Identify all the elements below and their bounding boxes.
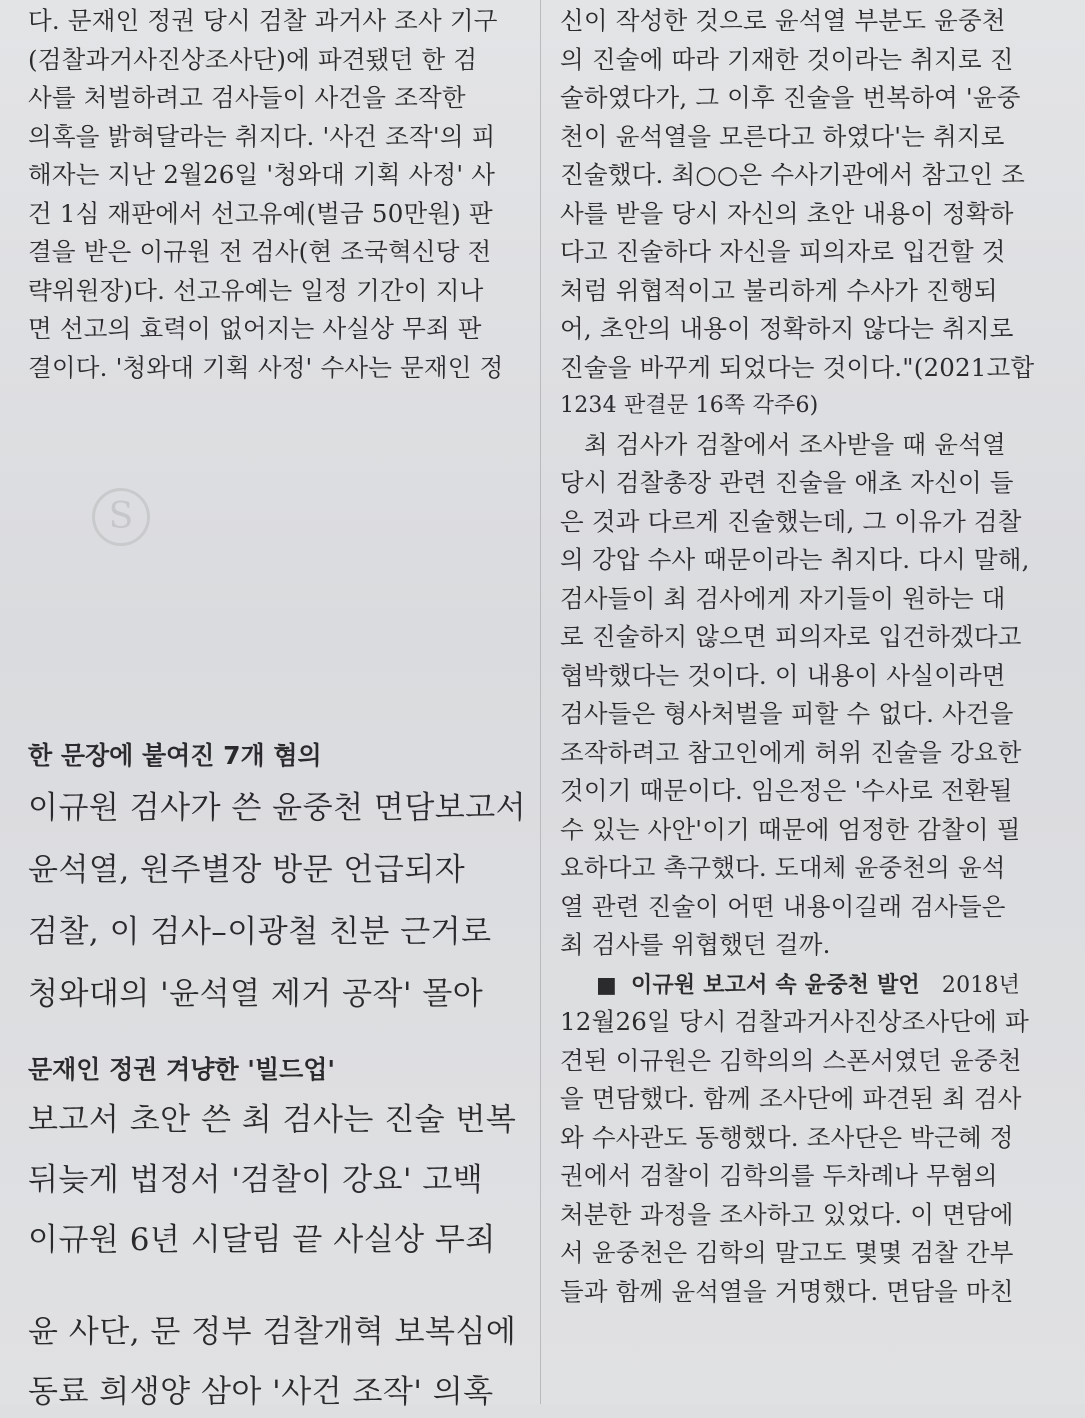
body-line: 들과 함께 윤석열을 거명했다. 면담을 마친 — [560, 1276, 1014, 1306]
body-line: (검찰과거사진상조사단)에 파견됐던 한 검 — [28, 44, 478, 74]
body-line: 와 수사관도 동행했다. 조사단은 박근혜 정 — [560, 1122, 1014, 1152]
body-line: 처럼 위협적이고 불리하게 수사가 진행되 — [560, 275, 998, 305]
section-heading-line — [560, 965, 1065, 1004]
body-line: 로 진술하지 않으면 피의자로 입건하겠다고 — [560, 622, 1022, 651]
body-line: 략위원장)다. 선고유예는 일정 기간이 지나 — [28, 275, 484, 305]
square-bullet-icon: ■ — [596, 972, 617, 998]
body-line: 결이다. '청와대 기획 사정' 수사는 문재인 정 — [28, 352, 504, 382]
body-line: 의혹을 밝혀달라는 취지다. '사건 조작'의 피 — [28, 121, 496, 151]
subhead-line: 보고서 초안 쓴 최 검사는 진술 번복 — [28, 1102, 517, 1138]
subhead-line: 동료 희생양 삼아 '사건 조작' 의혹 — [28, 1374, 494, 1410]
body-line: 12월26일 당시 검찰과거사진상조사단에 파 — [560, 1007, 1029, 1036]
body-line: 견된 이규원은 김학의의 스폰서였던 윤중천 — [560, 1045, 1022, 1075]
body-line: 천이 윤석열을 모른다고 하였다'는 취지로 — [560, 121, 1005, 151]
right-column — [560, 2, 1065, 1311]
body-line: 열 관련 진술이 어떤 내용이길래 검사들은 — [560, 891, 1006, 921]
body-line: 해자는 지난 2월26일 '청와대 기획 사정' 사 — [28, 160, 496, 189]
subhead-block-3 — [28, 1306, 528, 1418]
section-heading: 이규원 보고서 속 윤중천 발언 — [631, 972, 920, 998]
body-line: 신이 작성한 것으로 윤석열 부분도 윤중천 — [560, 6, 1006, 35]
subhead-line: 청와대의 '윤석열 제거 공작' 몰아 — [28, 976, 484, 1012]
body-line: 요하다고 촉구했다. 도대체 윤중천의 윤석 — [560, 853, 1006, 882]
subhead-line: 윤석열, 원주별장 방문 언급되자 — [28, 852, 466, 888]
body-line: 어, 초안의 내용이 정확하지 않다는 취지로 — [560, 314, 1014, 343]
subhead-block-1 — [28, 736, 528, 1020]
faded-logo-mark: S — [92, 488, 150, 546]
body-line: 조작하려고 참고인에게 허위 진술을 강요한 — [560, 737, 1022, 767]
subhead-label: 한 문장에 붙여진 7개 혐의 — [28, 741, 322, 770]
column-divider — [540, 0, 541, 1404]
body-line: 검사들은 형사처벌을 피할 수 없다. 사건을 — [560, 699, 1014, 728]
body-line: 사를 처벌하려고 검사들이 사건을 조작한 — [28, 83, 466, 112]
body-line: 다고 진술하다 자신을 피의자로 입건할 것 — [560, 237, 1006, 266]
body-line: 것이기 때문이다. 임은정은 '수사로 전환될 — [560, 776, 1013, 805]
body-line: 결을 받은 이규원 전 검사(현 조국혁신당 전 — [28, 237, 492, 266]
body-line: 권에서 검찰이 김학의를 두차례나 무혐의 — [560, 1161, 998, 1190]
body-line: 검사들이 최 검사에게 자기들이 원하는 대 — [560, 583, 1006, 613]
body-line: 건 1심 재판에서 선고유예(벌금 50만원) 판 — [28, 198, 493, 228]
body-line: 최 검사가 검찰에서 조사받을 때 윤석열 — [584, 429, 1006, 459]
body-line: 진술했다. 최○○은 수사기관에서 참고인 조 — [560, 160, 1025, 189]
section-heading-rest: 2018년 — [941, 972, 1021, 998]
body-line: 진술을 바꾸게 되었다는 것이다."(2021고합 — [560, 352, 1035, 382]
subhead-line: 윤 사단, 문 정부 검찰개혁 보복심에 — [28, 1314, 517, 1350]
body-line: 최 검사를 위협했던 걸까. — [560, 930, 831, 959]
body-line: 협박했다는 것이다. 이 내용이 사실이라면 — [560, 660, 1006, 690]
body-line: 서 윤중천은 김학의 말고도 몇몇 검찰 간부 — [560, 1238, 1014, 1267]
body-line: 의 강압 수사 때문이라는 취지다. 다시 말해, — [560, 545, 1030, 574]
subhead-block-2 — [28, 1050, 528, 1266]
subhead-line: 뒤늦게 법정서 '검찰이 강요' 고백 — [28, 1162, 484, 1198]
body-line: 을 면담했다. 함께 조사단에 파견된 최 검사 — [560, 1084, 1022, 1113]
body-line: 처분한 과정을 조사하고 있었다. 이 면담에 — [560, 1199, 1014, 1229]
subhead-line: 이규원 6년 시달림 끝 사실상 무죄 — [28, 1222, 496, 1258]
body-line: 사를 받을 당시 자신의 초안 내용이 정확하 — [560, 198, 1014, 228]
body-line: 수 있는 사안'이기 때문에 엄정한 감찰이 필 — [560, 814, 1021, 844]
body-line: 당시 검찰총장 관련 진술을 애초 자신이 들 — [560, 468, 1014, 497]
subhead-line: 이규원 검사가 쓴 윤중천 면담보고서 — [28, 790, 527, 826]
body-line: 면 선고의 효력이 없어지는 사실상 무죄 판 — [28, 314, 482, 343]
body-line: 1234 판결문 16쪽 각주6) — [560, 393, 819, 418]
body-line: 은 것과 다르게 진술했는데, 그 이유가 검찰 — [560, 506, 1022, 536]
subhead-label: 문재인 정권 겨냥한 '빌드업' — [28, 1055, 336, 1084]
subhead-line: 검찰, 이 검사–이광철 친분 근거로 — [28, 914, 492, 950]
body-line: 의 진술에 따라 기재한 것이라는 취지로 진 — [560, 44, 1014, 74]
body-line: 다. 문재인 정권 당시 검찰 과거사 조사 기구 — [28, 6, 498, 35]
body-line: 술하였다가, 그 이후 진술을 번복하여 '윤중 — [560, 83, 1021, 112]
left-column — [28, 2, 522, 387]
